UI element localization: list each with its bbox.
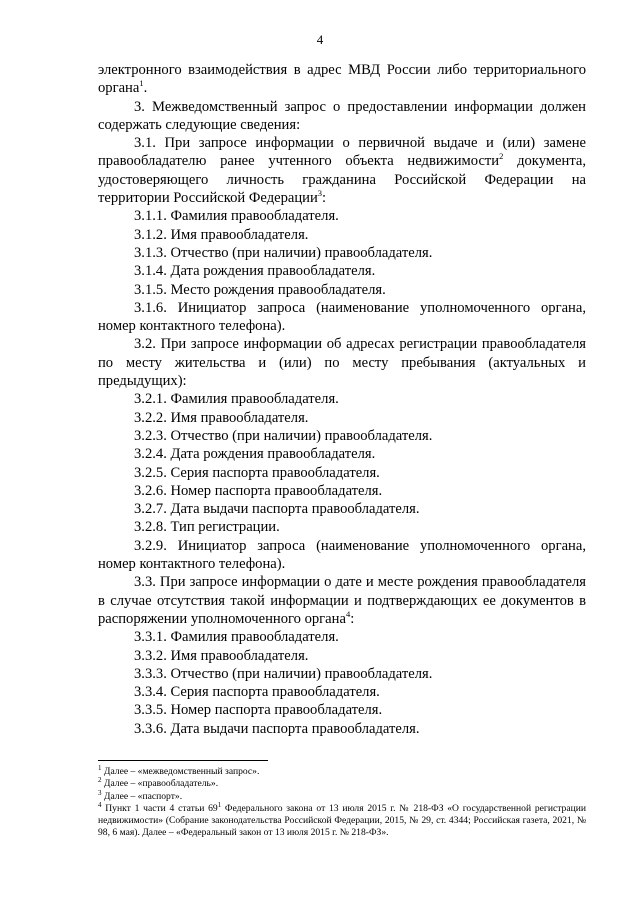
list-item-3-2-7: 3.2.7. Дата выдачи паспорта правообладателя. xyxy=(134,501,420,518)
list-item-3-2-4: 3.2.4. Дата рождения правообладателя. xyxy=(134,446,376,463)
list-item-3-3-4: 3.3.4. Серия паспорта правообладателя. xyxy=(134,684,380,701)
list-item-3-1-4: 3.1.4. Дата рождения правообладателя. xyxy=(134,263,376,280)
document-body xyxy=(98,61,586,738)
paragraph-3-2: 3.2. При запросе информации об адресах регистрации правообладателя по месту жительства и (или) по месту пребывания (актуальных и предыдущих): xyxy=(98,336,586,390)
list-item-3-2-6: 3.2.6. Номер паспорта правообладателя. xyxy=(134,482,383,499)
list-item-3-2-1: 3.2.1. Фамилия правообладателя. xyxy=(134,391,339,408)
footnote-3: $^3$ Далее – «паспорт». xyxy=(98,788,183,802)
list-item-3-2-3: 3.2.3. Отчество (при наличии) правообладателя. xyxy=(134,427,433,444)
page-number: 4 xyxy=(316,32,324,47)
footnotes xyxy=(98,763,586,840)
list-item-3-1-3: 3.1.3. Отчество (при наличии) правообладателя. xyxy=(134,244,433,261)
paragraph-3-1: 3.1. При запросе информации о первичной выдаче и (или) замене правообладателю ранее учтенного объекта недвижимости$^2$ документа, удостоверяющего личность гражданина Российской Федерации на территории Российской Федерации$^3$: xyxy=(98,135,586,207)
list-item-3-2-9: 3.2.9. Инициатор запроса (наименование уполномоченного органа, номер контактного телефона). xyxy=(98,537,586,573)
list-item-3-2-2: 3.2.2. Имя правообладателя. xyxy=(134,409,309,426)
list-item-3-1-1: 3.1.1. Фамилия правообладателя. xyxy=(134,208,339,225)
list-item-3-1-5: 3.1.5. Место рождения правообладателя. xyxy=(134,281,386,298)
list-item-3-3-1: 3.3.1. Фамилия правообладателя. xyxy=(134,629,339,646)
list-item-3-3-6: 3.3.6. Дата выдачи паспорта правообладателя. xyxy=(134,720,420,737)
footnote-4: $^4$ Пункт 1 части 4 статьи $69^1$ Федерального закона от 13 июля 2015 г. № 218-ФЗ «О государственной регистрации недвижимости» (Собрание законодательства Российской Федерации, 2015, № 29, ст. 4344; Российская газета, 2021, № 98, 6 мая). Далее – «Федеральный закон от 13 июля 2015 г. № 218-ФЗ». xyxy=(98,800,586,839)
paragraph-3: 3. Межведомственный запрос о предоставлении информации должен содержать следующие сведения: xyxy=(98,98,586,133)
list-item-3-2-8: 3.2.8. Тип регистрации. xyxy=(134,519,280,536)
footnote-ref-3: 3 xyxy=(317,188,323,199)
footnote-2: $^2$ Далее – «правообладатель». xyxy=(98,776,219,790)
list-item-3-2-5: 3.2.5. Серия паспорта правообладателя. xyxy=(134,464,380,481)
list-item-3-3-3: 3.3.3. Отчество (при наличии) правообладателя. xyxy=(134,665,433,682)
footnote-1: $^1$ Далее – «межведомственный запрос». xyxy=(98,763,260,777)
list-item-3-1-2: 3.1.2. Имя правообладателя. xyxy=(134,226,309,243)
footnote-ref-2: 2 xyxy=(499,151,504,162)
list-item-3-3-5: 3.3.5. Номер паспорта правообладателя. xyxy=(134,702,383,719)
list-item-3-1-6: 3.1.6. Инициатор запроса (наименование уполномоченного органа, номер контактного телефона). xyxy=(98,299,586,335)
footnote-ref-1: 1 xyxy=(139,78,144,89)
footnote-separator xyxy=(98,760,268,761)
footnote-ref-4: 4 xyxy=(345,609,351,620)
list-item-3-3-2: 3.3.2. Имя правообладателя. xyxy=(134,647,309,664)
paragraph-3-3: 3.3. При запросе информации о дате и месте рождения правообладателя в случае отсутствия такой информации и подтверждающих ее документов в распоряжении уполномоченного органа$^4$: xyxy=(98,574,586,627)
paragraph-intro-continuation: электронного взаимодействия в адрес МВД России либо территориального органа$^1$. xyxy=(98,62,586,97)
